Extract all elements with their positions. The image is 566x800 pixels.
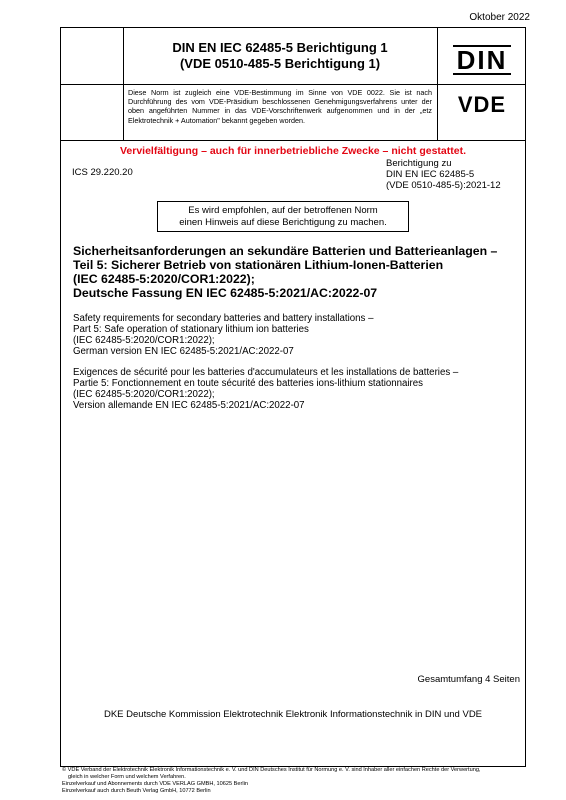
french-title-line4: Version allemande EN IEC 62485-5:2021/AC:2022-07 [73, 400, 305, 411]
footer-line1: © VDE Verband der Elektrotechnik Elektronik Informationstechnik e. V. und DIN Deutsches Institut für Normung e. V. sind Inhaber aller einfachen Rechte der Verwertung, [62, 767, 481, 773]
german-title-line3: (IEC 62485-5:2020/COR1:2022); [73, 272, 255, 286]
hint-line2: einen Hinweis auf diese Berichtigung zu machen. [179, 217, 387, 228]
footer-line2: gleich in welcher Form und welchem Verfahren. [68, 774, 186, 780]
vde-logo: VDE [457, 92, 507, 117]
correction-line3: (VDE 0510-485-5):2021-12 [386, 180, 501, 192]
standard-title [127, 40, 433, 72]
copyright-footer [62, 767, 562, 795]
german-title [73, 244, 523, 300]
vde-notice: Diese Norm ist zugleich eine VDE-Bestimmung im Sinne von VDE 0022. Sie ist nach Durchführung des vom VDE-Präsidium beschlossenen Genehmigungsverfahrens unter der oben angeführten Nummer in das VDE-Vorschriftenwerk aufgenommen und in der „etz Elektrotechnik + Automation" bekannt gegeben worden. [128, 88, 432, 125]
din-logo [438, 35, 526, 85]
reproduction-notice: Vervielfältigung – auch für innerbetriebliche Zwecke – nicht gestattet. [119, 145, 466, 157]
english-title-line3: (IEC 62485-5:2020/COR1:2022); [73, 335, 215, 346]
header-bottom-divider [60, 140, 526, 141]
correction-line1: Berichtigung zu [386, 158, 452, 169]
french-title-line2: Partie 5: Fonctionnement en toute sécurité des batteries ions-lithium stationnaires [73, 378, 424, 389]
english-title-line1: Safety requirements for secondary batteries and battery installations – [73, 313, 374, 324]
english-title-line4: German version EN IEC 62485-5:2021/AC:2022-07 [73, 346, 294, 357]
header-left-divider [123, 27, 124, 140]
german-title-line2: Teil 5: Sicherer Betrieb von stationären Lithium-Ionen-Batterien [73, 258, 444, 272]
ics-code: ICS 29.220.20 [72, 167, 133, 178]
issue-date: Oktober 2022 [469, 12, 530, 23]
correction-reference [386, 158, 501, 192]
correction-line2: DIN EN IEC 62485-5 [386, 169, 475, 181]
footer-line3: Einzelverkauf und Abonnements durch VDE VERLAG GMBH, 10625 Berlin [62, 781, 248, 787]
footer-line4: Einzelverkauf auch durch Beuth Verlag GmbH, 10772 Berlin [62, 788, 211, 794]
din-logo-text: DIN [453, 45, 512, 75]
french-title-line1: Exigences de sécurité pour les batteries d'accumulateurs et les installations de batteries – [73, 367, 459, 378]
french-title [73, 367, 523, 411]
english-title [73, 313, 523, 357]
total-pages: Gesamtumfang 4 Seiten [417, 674, 520, 685]
standard-title-line2: (VDE 0510-485-5 Berichtigung 1) [179, 56, 381, 71]
dke-commission: DKE Deutsche Kommission Elektrotechnik Elektronik Informationstechnik in DIN und VDE [103, 709, 483, 720]
english-title-line2: Part 5: Safe operation of stationary lithium ion batteries [73, 324, 309, 335]
german-title-line1: Sicherheitsanforderungen an sekundäre Batterien und Batterieanlagen – [73, 244, 498, 258]
hint-line1: Es wird empfohlen, auf der betroffenen Norm [188, 205, 378, 216]
hint-box [157, 201, 409, 232]
german-title-line4: Deutsche Fassung EN IEC 62485-5:2021/AC:2022-07 [73, 286, 378, 300]
standard-title-line1: DIN EN IEC 62485-5 Berichtigung 1 [172, 40, 388, 55]
french-title-line3: (IEC 62485-5:2020/COR1:2022); [73, 389, 215, 400]
